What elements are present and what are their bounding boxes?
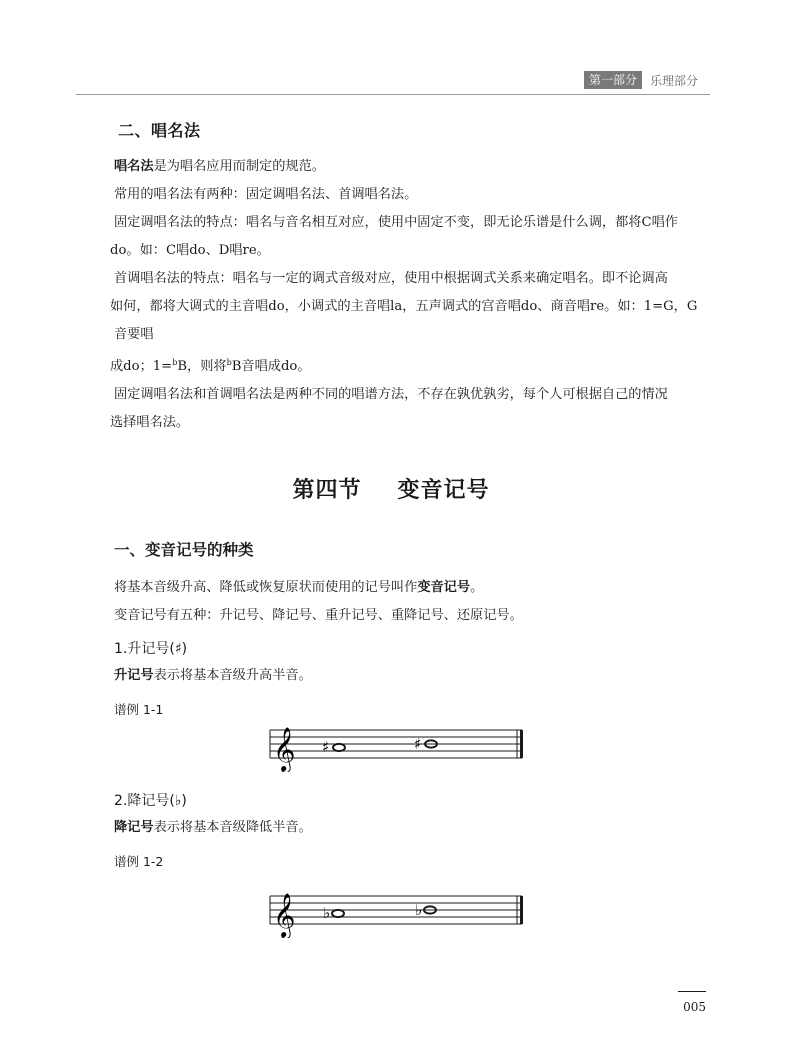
heading-sharp: 1.升记号(♯) [114,641,188,657]
sharp-accidental: ♯ [322,738,330,756]
section-number: 第四节 [292,478,362,503]
flat-accidental: ♭ [415,901,423,919]
paragraph-accidental-definition [114,574,708,602]
running-head-title: 乐理部分 [649,73,698,88]
heading-flat: 2.降记号(♭) [114,793,187,809]
treble-clef-icon: 𝄞 [273,893,296,937]
paragraph-text: 是为唱名应用而制定的规范。 [153,159,325,174]
paragraph-text: 固定调唱名法的特点：唱名与音名相互对应，使用中固定不变，即无论乐谱是什么调，都将C唱作 [114,215,678,230]
running-head-part: 第一部分 [584,71,642,89]
whole-note [332,910,344,917]
term-flat: 降记号 [114,820,154,835]
paragraph-fixed-do [110,209,708,265]
paragraph-text: 表示将基本音级降低半音。 [153,820,312,835]
music-example-1-2 [268,888,526,942]
paragraph-flat [114,814,708,842]
term-accidental: 变音记号 [417,580,471,595]
section-name: 变音记号 [397,478,490,503]
whole-note [333,744,345,751]
paragraph-text: 固定调唱名法和首调唱名法是两种不同的唱谱方法，不存在孰优孰劣，每个人可根据自己的情况 [114,387,668,402]
paragraph-text: 首调唱名法的特点：唱名与一定的调式音级对应，使用中根据调式关系来确定唱名。即不论调高 [114,271,668,286]
page-body [110,118,708,718]
paragraph-text: 将基本音级升高、降低或恢复原状而使用的记号叫作 [114,580,418,595]
section-title [74,473,708,504]
music-example-1-1 [268,722,526,776]
page-body-continued [114,790,708,870]
treble-clef-icon: 𝄞 [273,727,296,771]
paragraph-comparison [110,381,708,437]
flat-superscript: b [226,358,232,367]
paragraph-definition [114,153,708,181]
staff-svg-2 [268,888,526,938]
paragraph-text: 。 [470,580,484,595]
term-sharp: 升记号 [114,668,154,683]
paragraph-text: 选择唱名法。 [110,415,190,430]
example-caption-1-2: 谱例 1-2 [114,854,164,869]
paragraph-movable-do [110,265,708,381]
paragraph-text: B，则将 [177,359,227,374]
paragraph-text: B音唱成do。 [231,359,311,374]
flat-accidental: ♭ [323,904,331,922]
sharp-accidental: ♯ [414,735,422,753]
paragraph-sharp [114,662,708,690]
paragraph-text: do。如：C唱do、D唱re。 [110,243,270,258]
paragraph-text: 成do；1= [110,359,173,374]
term-solmization: 唱名法 [114,159,154,174]
header-rule [76,94,710,95]
page-number: 005 [683,1000,706,1014]
page-number-rule [678,991,706,992]
heading-solmization: 二、唱名法 [118,121,201,140]
flat-superscript: b [172,358,178,367]
running-head [584,70,698,90]
heading-accidental-types: 一、变音记号的种类 [114,541,254,559]
staff-svg-1 [268,722,526,772]
paragraph-text: 表示将基本音级升高半音。 [153,668,312,683]
paragraph-accidental-kinds: 变音记号有五种：升记号、降记号、重升记号、重降记号、还原记号。 [114,608,523,623]
paragraph-types: 常用的唱名法有两种：固定调唱名法、首调唱名法。 [114,187,418,202]
paragraph-text: 如何，都将大调式的主音唱do，小调式的主音唱la，五声调式的宫音唱do、商音唱re。如：1=G，G音要唱 [110,299,698,342]
example-caption-1-1: 谱例 1-1 [114,702,164,717]
